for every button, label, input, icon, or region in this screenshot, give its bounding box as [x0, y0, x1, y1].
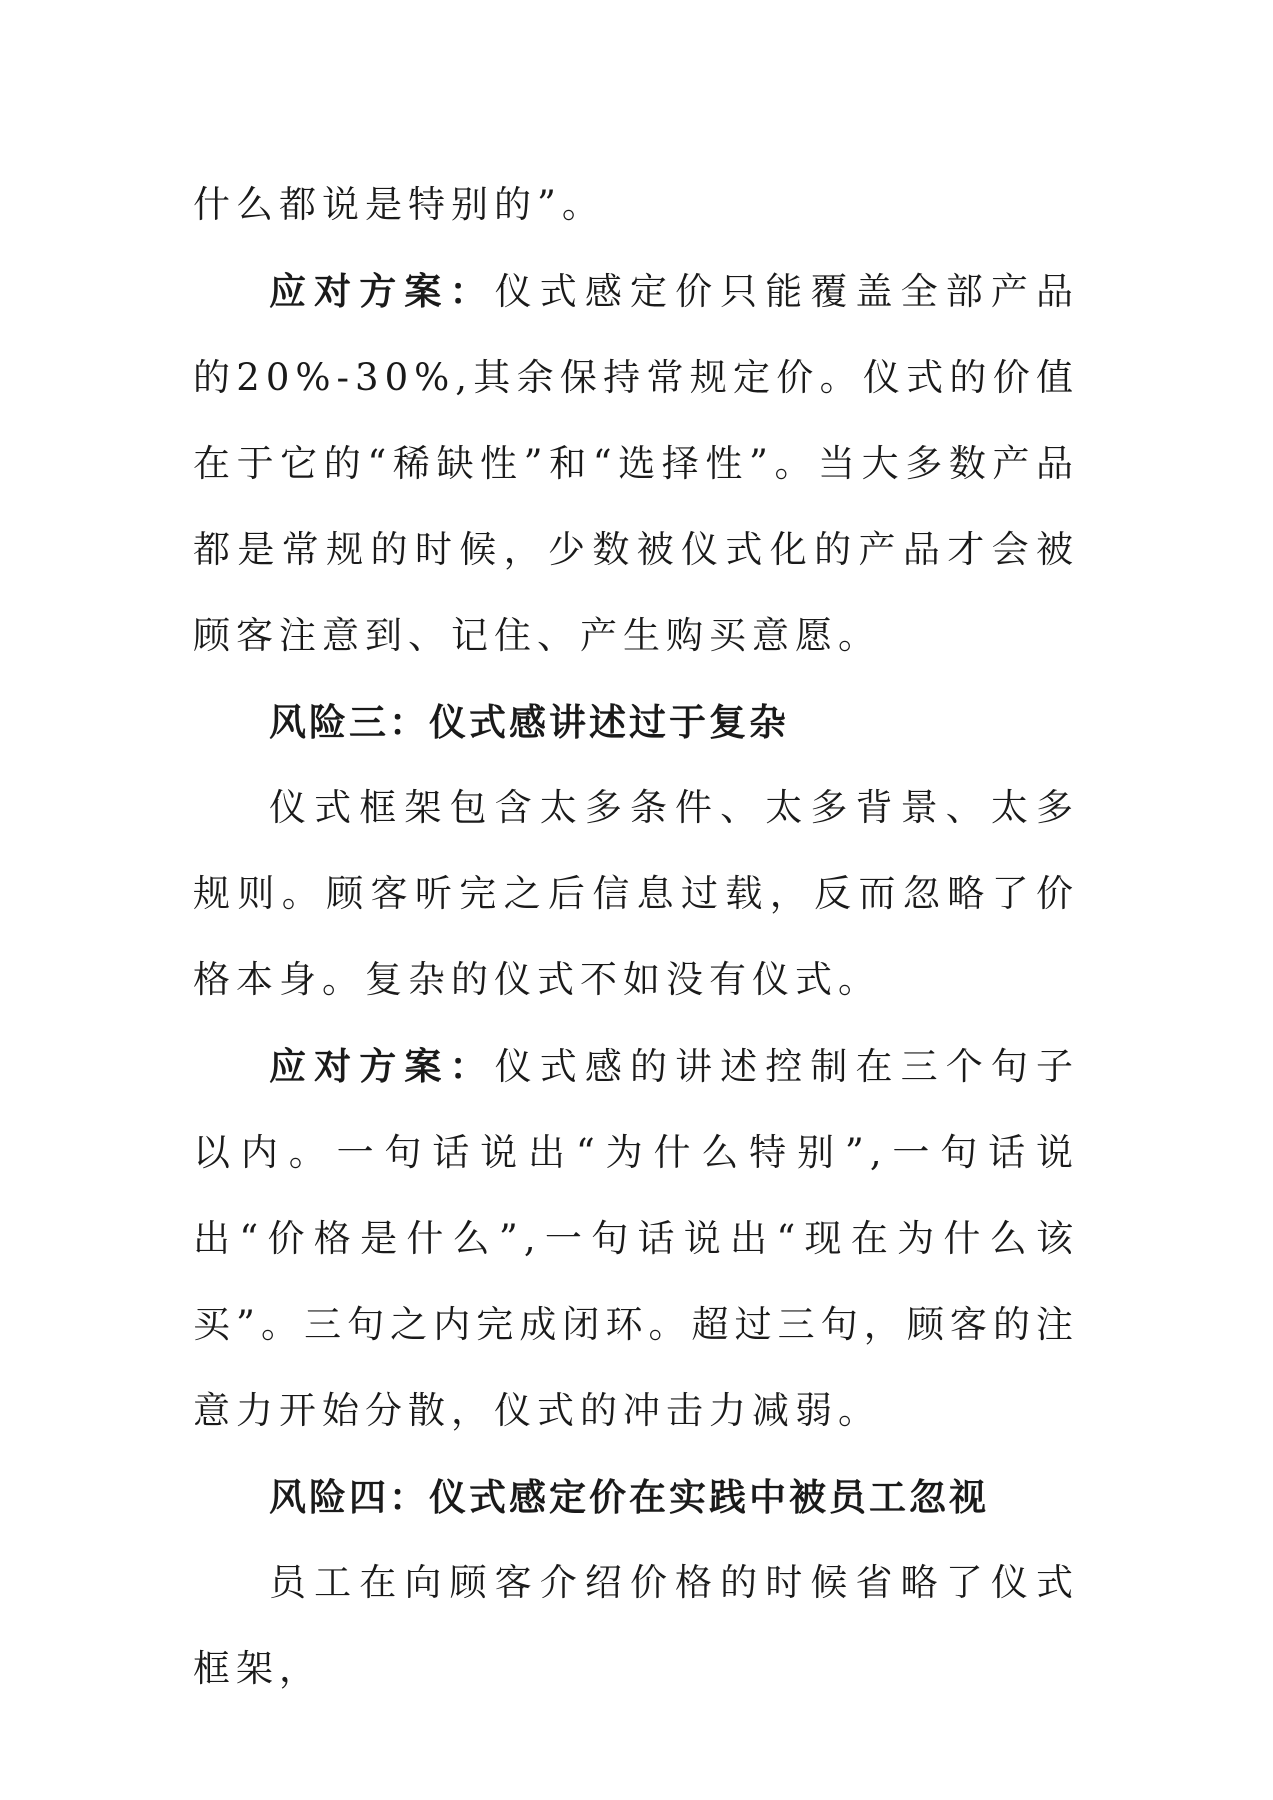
section-heading [193, 1454, 1079, 1540]
body-text [193, 162, 1079, 1712]
solution-label: 应对方案： [269, 269, 495, 313]
paragraph-text: 什么都说是特别的”。 [193, 183, 605, 226]
paragraph-text: 仪式感的讲述控制在三个句子以内。一句话说出“为什么特别”,一句话说出“价格是什么”,一句话说出“现在为什么该买”。三句之内完成闭环。超过三句，顾客的注意力开始分散，仪式的冲击力减弱。 [193, 1045, 1080, 1432]
heading-text: 风险三：仪式感讲述过于复杂 [269, 700, 789, 744]
paragraph-risk-description [193, 1540, 1079, 1712]
section-heading [193, 679, 1079, 765]
solution-label: 应对方案： [269, 1044, 495, 1088]
paragraph-solution [193, 1023, 1079, 1454]
paragraph-text: 仪式框架包含太多条件、太多背景、太多规则。顾客听完之后信息过载，反而忽略了价格本身。复杂的仪式不如没有仪式。 [193, 786, 1079, 1001]
paragraph-continuation [193, 162, 1079, 248]
paragraph-risk-description [193, 765, 1079, 1023]
paragraph-solution [193, 248, 1079, 679]
paragraph-text: 仪式感定价只能覆盖全部产品的20%-30%,其余保持常规定价。仪式的价值在于它的“稀缺性”和“选择性”。当大多数产品都是常规的时候，少数被仪式化的产品才会被顾客注意到、记住、产生购买意愿。 [193, 270, 1080, 657]
paragraph-text: 员工在向顾客介绍价格的时候省略了仪式框架， [193, 1561, 1079, 1690]
heading-text: 风险四：仪式感定价在实践中被员工忽视 [269, 1475, 989, 1519]
